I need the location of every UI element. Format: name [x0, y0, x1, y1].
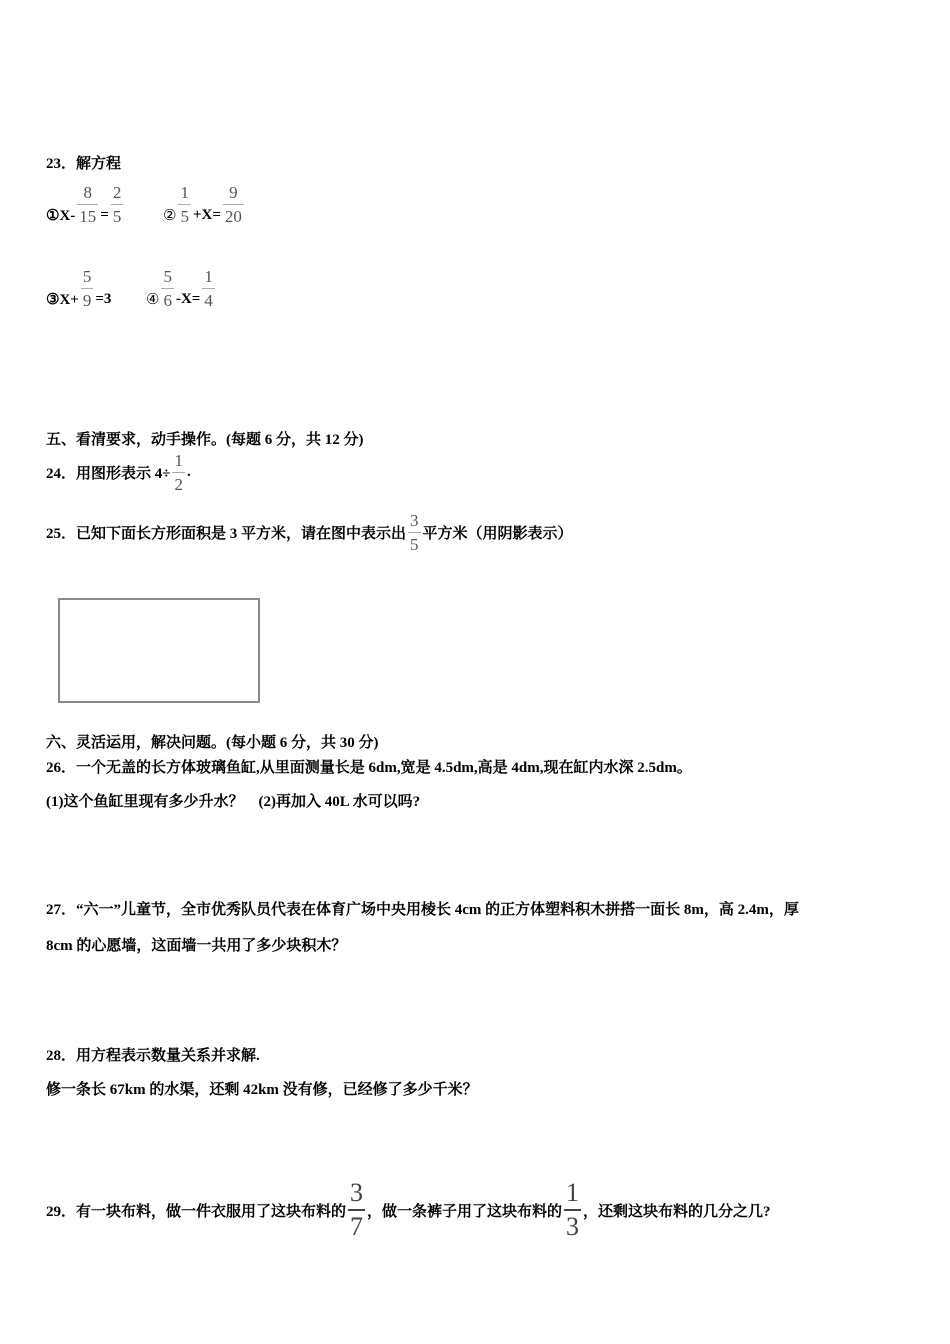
q28-line-1: 28．用方程表示数量关系并求解.: [46, 1048, 260, 1064]
q28-line-2: 修一条长 67km 的水渠，还剩 42km 没有修，已经修了多少千米？: [46, 1082, 478, 1098]
q24-text: 24．用图形表示 4÷: [46, 466, 171, 482]
q25-fraction: $\frac{3}{5}$: [410, 511, 419, 554]
equation-1: [46, 184, 125, 225]
rectangle-figure: [58, 598, 260, 703]
eq4-mid: -X=: [175, 291, 201, 307]
q29-text-1: 29．有一块布料，做一件衣服用了这块布料的: [46, 1203, 347, 1220]
equation-3: [46, 268, 111, 309]
eq1-equals: =: [100, 207, 109, 223]
eq2-fraction-2: $\frac{9}{20}$: [224, 183, 242, 226]
eq3-fraction-1: $\frac{5}{9}$: [82, 267, 92, 310]
q23-title: 23．解方程: [46, 156, 122, 172]
q29-fraction-1: $\frac{3}{7}$: [350, 1178, 364, 1241]
eq1-mark: ①X-: [46, 208, 76, 224]
q29-fraction-2: $\frac{1}{3}$: [566, 1178, 580, 1241]
eq3-tail: =3: [95, 291, 112, 307]
eq1-fraction-1: $\frac{8}{15}$: [79, 183, 97, 226]
q25: [46, 512, 573, 553]
q24-fraction: $\frac{1}{2}$: [174, 451, 183, 494]
eq4-fraction-2: $\frac{1}{4}$: [204, 267, 213, 310]
eq2-mid: +X=: [192, 207, 221, 223]
eq2-mark: ②: [163, 208, 177, 224]
eq1-fraction-2: $\frac{2}{5}$: [112, 183, 122, 226]
q24: [46, 452, 191, 493]
q29-text-3: ，还剩这块布料的几分之几?: [583, 1203, 771, 1220]
equation-2: [163, 184, 246, 225]
q29-text-2: ，做一条裤子用了这块布料的: [367, 1203, 563, 1220]
q25-text: 25．已知下面长方形面积是 3 平方米，请在图中表示出: [46, 526, 407, 542]
q26-line-2: (1)这个鱼缸里现有多少升水？ (2)再加入 40L 水可以吗?: [46, 794, 421, 810]
q26-line-1: 26．一个无盖的长方体玻璃鱼缸,从里面测量长是 6dm,宽是 4.5dm,高是 4dm,现在缸内水深 2.5dm。: [46, 760, 692, 776]
q27-line-1: 27．“六一”儿童节，全市优秀队员代表在体育广场中央用棱长 4cm 的正方体塑料积木拼搭一面长 8m，高 2.4m，厚: [46, 902, 799, 918]
q24-tail: .: [186, 464, 191, 480]
q25-tail: 平方米（用阴影表示）: [422, 526, 573, 542]
eq4-fraction-1: $\frac{5}{6}$: [163, 267, 172, 310]
q29: [46, 1180, 771, 1240]
section-6-heading: 六、灵活运用，解决问题。(每小题 6 分，共 30 分): [46, 735, 379, 751]
eq2-fraction-1: $\frac{1}{5}$: [180, 183, 189, 226]
eq4-mark: ④: [146, 292, 160, 308]
eq3-mark: ③X+: [46, 292, 79, 308]
section-5-heading: 五、看清要求，动手操作。(每题 6 分，共 12 分): [46, 432, 364, 448]
q27-line-2: 8cm 的心愿墙，这面墙一共用了多少块积木？: [46, 938, 347, 954]
equation-4: [146, 268, 217, 309]
